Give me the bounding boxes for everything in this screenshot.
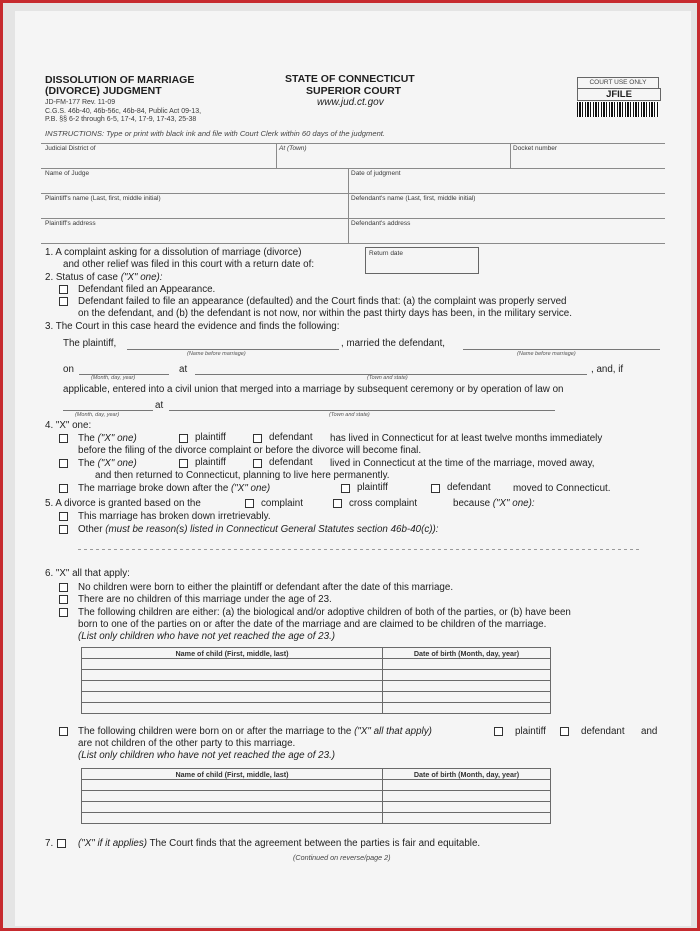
defendant-address-field[interactable]: Defendant's address bbox=[351, 220, 411, 227]
col-dob-header: Date of birth (Month, day, year) bbox=[383, 648, 551, 659]
table-row[interactable] bbox=[82, 703, 551, 714]
s6-opt1-text: No children were born to either the plaintiff or defendant after the date of this marriage. bbox=[78, 582, 454, 593]
s4-opt2-plaintiff-checkbox[interactable] bbox=[179, 459, 188, 468]
s5-irretrievable-checkbox[interactable] bbox=[59, 512, 68, 521]
s6-opt4-plaintiff-checkbox[interactable] bbox=[494, 727, 503, 736]
s4-opt3-plaintiff-checkbox[interactable] bbox=[341, 484, 350, 493]
children-table-2 bbox=[81, 768, 551, 824]
jfile-label: JFILE bbox=[577, 88, 661, 101]
s4-opt2-checkbox[interactable] bbox=[59, 459, 68, 468]
s7-text: ("X" if it applies) The Court finds that the agreement between the parties is fair and equitable. bbox=[78, 838, 481, 849]
return-date-box[interactable] bbox=[365, 247, 479, 274]
s4-opt3-plaintiff-label: plaintiff bbox=[357, 482, 388, 493]
statutes-line-1: C.G.S. 46b-40, 46b-56c, 46b-84, Public Act 09-13, bbox=[45, 108, 202, 115]
s4-opt3-moved-text: moved to Connecticut. bbox=[513, 483, 611, 494]
section-1-line-1: 1. A complaint asking for a dissolution of marriage (divorce) bbox=[45, 247, 302, 258]
s5-other-checkbox[interactable] bbox=[59, 525, 68, 534]
s2-default-text-2: on the defendant, and (b) the defendant is not now, nor within the past thirty days has been, in the military service. bbox=[78, 308, 572, 319]
section-5-title: 5. A divorce is granted based on the bbox=[45, 498, 201, 509]
s6-opt4-plaintiff-label: plaintiff bbox=[515, 726, 546, 737]
s3-civil-union-date-line[interactable] bbox=[63, 410, 153, 411]
s4-opt2-text-1: lived in Connecticut at the time of the marriage, moved away, bbox=[330, 458, 595, 469]
court-use-only-label: COURT USE ONLY bbox=[577, 77, 659, 89]
s3-civil-union-text: applicable, entered into a civil union that merged into a marriage by subsequent ceremony or by operation of law on bbox=[63, 384, 564, 395]
s3-and-if: , and, if bbox=[591, 364, 624, 375]
s6-opt1-checkbox[interactable] bbox=[59, 583, 68, 592]
s3-name-before-caption-1: (Name before marriage) bbox=[187, 351, 246, 357]
s4-opt1-text-2: before the filing of the divorce complaint or before the divorce will become final. bbox=[78, 445, 422, 456]
s5-cross-complaint-label: cross complaint bbox=[349, 498, 418, 509]
children-table-1 bbox=[81, 647, 551, 714]
s5-cross-complaint-checkbox[interactable] bbox=[333, 499, 342, 508]
plaintiff-name-field[interactable]: Plaintiff's name (Last, first, middle initial) bbox=[45, 195, 161, 202]
s4-opt3-defendant-checkbox[interactable] bbox=[431, 484, 440, 493]
s2-appearance-checkbox[interactable] bbox=[59, 285, 68, 294]
s6-opt4-text-1: The following children were born on or after the marriage to the ("X" all that apply) bbox=[78, 726, 432, 737]
s2-default-text-1: Defendant failed to file an appearance (defaulted) and the Court finds that: (a) the complaint was properly served bbox=[78, 296, 567, 307]
table-row[interactable] bbox=[82, 802, 551, 813]
table-row[interactable] bbox=[82, 681, 551, 692]
s6-opt2-text: There are no children of this marriage under the age of 23. bbox=[78, 594, 332, 605]
s6-list-note-2: (List only children who have not yet reached the age of 23.) bbox=[78, 750, 336, 761]
s4-opt3-defendant-label: defendant bbox=[447, 482, 491, 493]
s6-opt2-checkbox[interactable] bbox=[59, 595, 68, 604]
col-name-header: Name of child (First, middle, last) bbox=[82, 648, 383, 659]
section-7-number: 7. bbox=[45, 838, 54, 849]
continued-note: (Continued on reverse/page 2) bbox=[293, 853, 391, 862]
s5-complaint-label: complaint bbox=[261, 498, 303, 509]
date-of-judgment-field[interactable]: Date of judgment bbox=[351, 170, 401, 177]
s4-opt2-plaintiff-label: plaintiff bbox=[195, 457, 226, 468]
s6-opt4-defendant-label: defendant bbox=[581, 726, 625, 737]
judicial-district-field[interactable]: Judicial District of bbox=[45, 145, 96, 152]
instructions: INSTRUCTIONS: Type or print with black ink and file with Court Clerk within 60 days of the judgment. bbox=[45, 129, 386, 138]
s4-opt3-text: The marriage broke down after the ("X" one) bbox=[78, 483, 271, 494]
s5-because: because ("X" one): bbox=[453, 498, 535, 509]
s3-civil-union-place-line[interactable] bbox=[169, 410, 555, 411]
s3-date-caption-2: (Month, day, year) bbox=[75, 412, 120, 418]
court-website: www.jud.ct.gov bbox=[317, 97, 384, 108]
s6-opt4-and: and bbox=[641, 726, 658, 737]
docket-number-field[interactable]: Docket number bbox=[513, 145, 558, 152]
s3-date-caption-1: (Month, day, year) bbox=[91, 375, 136, 381]
s5-other-text: Other (must be reason(s) listed in Connecticut General Statutes section 46b-40(c)): bbox=[78, 524, 439, 535]
section-2-title: 2. Status of case ("X" one): bbox=[45, 272, 163, 283]
section-1-line-2: and other relief was filed in this court with a return date of: bbox=[63, 259, 315, 270]
table-row[interactable] bbox=[82, 791, 551, 802]
s4-opt2-defendant-label: defendant bbox=[269, 457, 313, 468]
s5-complaint-checkbox[interactable] bbox=[245, 499, 254, 508]
return-date-label: Return date bbox=[369, 250, 403, 257]
s3-married-label: , married the defendant, bbox=[341, 338, 446, 349]
s6-list-note-1: (List only children who have not yet reached the age of 23.) bbox=[78, 631, 336, 642]
table-row[interactable] bbox=[82, 659, 551, 670]
s4-opt2-defendant-checkbox[interactable] bbox=[253, 459, 262, 468]
court-name: SUPERIOR COURT bbox=[306, 85, 402, 97]
col-name-header: Name of child (First, middle, last) bbox=[82, 769, 383, 780]
s4-opt1-plaintiff-checkbox[interactable] bbox=[179, 434, 188, 443]
s4-opt1-defendant-checkbox[interactable] bbox=[253, 434, 262, 443]
s3-defendant-name-line[interactable] bbox=[463, 349, 660, 350]
s6-opt3-text-2: born to one of the parties on or after the date of the marriage and are claimed to be children of the marriage. bbox=[78, 619, 547, 630]
table-row[interactable] bbox=[82, 670, 551, 681]
s4-opt1-the: The ("X" one) bbox=[78, 433, 137, 444]
defendant-name-field[interactable]: Defendant's name (Last, first, middle initial) bbox=[351, 195, 476, 202]
s3-plaintiff-label: The plaintiff, bbox=[63, 338, 117, 349]
table-row[interactable] bbox=[82, 813, 551, 824]
s3-on-label: on bbox=[63, 364, 74, 375]
section-4-title: 4. "X" one: bbox=[45, 420, 92, 431]
s4-opt1-defendant-label: defendant bbox=[269, 432, 313, 443]
s7-checkbox[interactable] bbox=[57, 839, 66, 848]
s3-name-before-caption-2: (Name before marriage) bbox=[517, 351, 576, 357]
s3-at2-label: at bbox=[155, 400, 164, 411]
s4-opt2-text-2: and then returned to Connecticut, planning to live here permanently. bbox=[95, 470, 390, 481]
s2-appearance-text: Defendant filed an Appearance. bbox=[78, 284, 216, 295]
s4-opt1-plaintiff-label: plaintiff bbox=[195, 432, 226, 443]
s4-opt3-checkbox[interactable] bbox=[59, 484, 68, 493]
table-row[interactable] bbox=[82, 692, 551, 703]
s4-opt1-text-1: has lived in Connecticut for at least twelve months immediately bbox=[330, 433, 603, 444]
col-dob-header: Date of birth (Month, day, year) bbox=[383, 769, 551, 780]
state-name: STATE OF CONNECTICUT bbox=[285, 73, 415, 85]
s3-town-caption-2: (Town and state) bbox=[329, 412, 370, 418]
s3-town-caption-1: (Town and state) bbox=[367, 375, 408, 381]
s6-opt3-checkbox[interactable] bbox=[59, 608, 68, 617]
s4-opt1-checkbox[interactable] bbox=[59, 434, 68, 443]
s6-opt4-checkbox[interactable] bbox=[59, 727, 68, 736]
form-number: JD-FM-177 Rev. 11-09 bbox=[45, 99, 116, 106]
at-town-field[interactable]: At (Town) bbox=[279, 145, 307, 152]
s6-opt4-defendant-checkbox[interactable] bbox=[560, 727, 569, 736]
s6-opt4-text-2: are not children of the other party to this marriage. bbox=[78, 738, 296, 749]
statutes-line-2: P.B. §§ 6-2 through 6-5, 17-4, 17-9, 17-43, 25-38 bbox=[45, 116, 197, 123]
s5-other-reason-line[interactable] bbox=[78, 549, 640, 550]
form-subtitle: (DIVORCE) JUDGMENT bbox=[45, 85, 162, 97]
section-3-title: 3. The Court in this case heard the evidence and finds the following: bbox=[45, 321, 340, 332]
section-6-title: 6. "X" all that apply: bbox=[45, 568, 130, 579]
s5-irretrievable-text: This marriage has broken down irretrievably. bbox=[78, 511, 271, 522]
barcode bbox=[577, 102, 659, 117]
s2-default-checkbox[interactable] bbox=[59, 297, 68, 306]
form-page bbox=[15, 11, 691, 926]
form-title: DISSOLUTION OF MARRIAGE bbox=[45, 74, 195, 86]
s3-at-label: at bbox=[179, 364, 188, 375]
plaintiff-address-field[interactable]: Plaintiff's address bbox=[45, 220, 96, 227]
s4-opt2-the: The ("X" one) bbox=[78, 458, 137, 469]
table-row[interactable] bbox=[82, 780, 551, 791]
name-of-judge-field[interactable]: Name of Judge bbox=[45, 170, 90, 177]
s3-plaintiff-name-line[interactable] bbox=[127, 349, 339, 350]
s6-opt3-text-1: The following children are either: (a) the biological and/or adoptive children of both of the parties, or (b) have been bbox=[78, 607, 571, 618]
